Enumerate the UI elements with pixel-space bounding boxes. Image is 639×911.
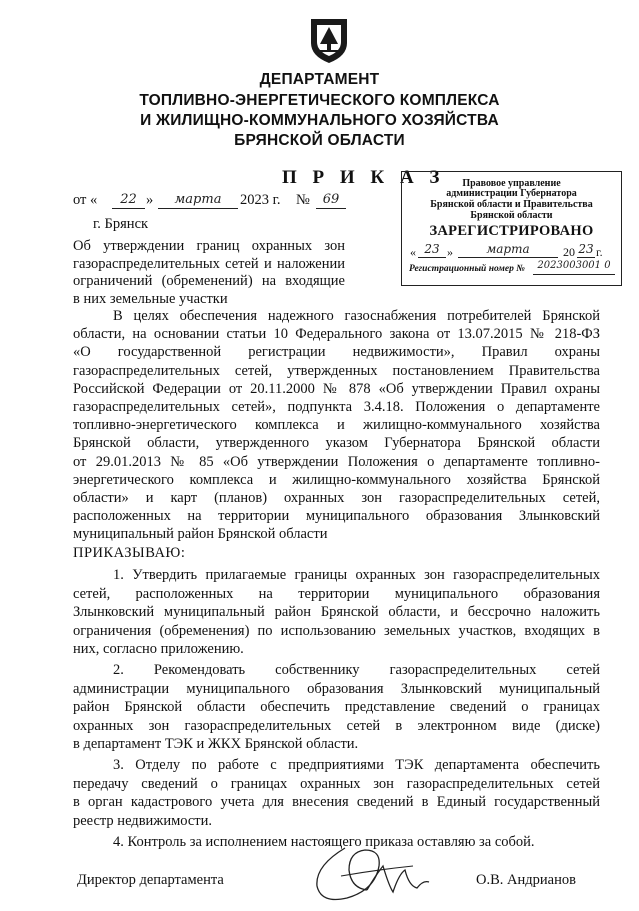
date-day-close: » — [146, 192, 154, 208]
stamp-year-suffix: г. — [596, 245, 603, 259]
preamble-line: энергетического комплекса и жилищно-коммунального хозяйства Брянской — [73, 471, 600, 488]
order-year: 2023 г. — [240, 192, 281, 208]
stamp-reg-number-label: Регистрационный номер № — [409, 264, 525, 274]
item1-line: Злынковский муниципальный район Брянской области, и бессрочно наложить — [73, 604, 600, 621]
item3-line: в орган кадастрового учета для внесения сведений в Единый государственный — [73, 794, 600, 811]
stamp-day: 23 — [418, 242, 446, 258]
order-day: 22 — [112, 192, 145, 209]
stamp-org-line: Брянской области — [470, 210, 553, 221]
item2-line: администрации муниципального образования Злынковский муниципальный — [73, 680, 600, 697]
item2-line: район Брянской области обеспечить представление сведений о границах — [73, 699, 600, 716]
item1-line: них, согласно приложению. — [73, 641, 244, 658]
item2-line: в департамент ТЭК и ЖКХ Брянской области. — [73, 736, 359, 753]
subject-line: ограничений (обременений) на входящие — [73, 273, 345, 290]
department-name-line: ТОПЛИВНО-ЭНЕРГЕТИЧЕСКОГО КОМПЛЕКСА — [139, 92, 500, 109]
preamble-line: газораспределительных сетей, утвержденных постановлением Правительства — [73, 362, 600, 379]
department-name-line: И ЖИЛИЩНО-КОММУНАЛЬНОГО ХОЗЯЙСТВА — [140, 112, 499, 129]
item2-line: 2. Рекомендовать собственнику газораспределительных сетей — [113, 662, 600, 678]
preamble-line: от 29.01.2013 № 85 «Об утверждении Положения о департаменте топливно- — [73, 453, 600, 470]
order-number: 69 — [316, 192, 346, 209]
preamble-line: Российской Федерации от 20.11.2000 № 878 «Об утверждении Правил охраны — [73, 380, 600, 397]
order-month: марта — [158, 192, 238, 209]
order-subject — [73, 238, 345, 308]
stamp-quote-close: » — [447, 245, 453, 259]
preamble-line: области, на основании статьи 10 Федерального закона от 13.07.2015 № 218-ФЗ — [73, 326, 600, 343]
orders-word: ПРИКАЗЫВАЮ: — [73, 545, 186, 561]
subject-line: в них земельные участки — [73, 290, 228, 307]
subject-line: газораспределительных сетей и наложении — [73, 255, 345, 272]
date-prefix: от « — [73, 192, 98, 208]
item3-line: 3. Отделу по работе с предприятиями ТЭК департамента обеспечить — [113, 757, 600, 773]
preamble-line: газораспределительных сетей», подпункта 3.4.18. Положения о департаменте — [73, 399, 600, 415]
stamp-year-prefix: 20 — [563, 245, 575, 259]
coat-of-arms-icon — [304, 18, 354, 64]
stamp-quote-open: « — [410, 245, 416, 259]
stamp-month: марта — [458, 242, 558, 258]
department-name-line: БРЯНСКОЙ ОБЛАСТИ — [234, 132, 405, 149]
stamp-reg-number: 2023003001 0 — [533, 260, 615, 275]
preamble-line: В целях обеспечения надежного газоснабжения потребителей Брянской — [113, 308, 600, 324]
item1-line: ограничения (обременения) по использованию земельных участков, входящих в — [73, 622, 600, 639]
item1-line: 1. Утвердить прилагаемые границы охранных зон газораспределительных — [113, 567, 600, 583]
department-name-line: ДЕПАРТАМЕНТ — [259, 71, 380, 88]
item1-line: сетей, расположенных на территории муниципального образования — [73, 585, 600, 602]
signatory-position: Директор департамента — [77, 872, 224, 888]
preamble-line: области» и карт (планов) охранных зон газораспределительных сетей, — [73, 490, 600, 506]
preamble-line: муниципальный район Брянской области — [73, 526, 328, 543]
stamp-org-line: Правовое управление — [462, 178, 561, 189]
stamp-registered: ЗАРЕГИСТРИРОВАНО — [429, 223, 594, 239]
order-title: П Р И К А З — [282, 167, 445, 188]
city-name: г. Брянск — [93, 216, 149, 232]
item4-line: 4. Контроль за исполнением настоящего приказа оставляю за собой. — [113, 834, 535, 850]
stamp-org-line: Брянской области и Правительства — [430, 199, 593, 210]
stamp-org-line: администрации Губернатора — [446, 188, 577, 199]
preamble-line: топливно-энергетического комплекса и жилищно-коммунального хозяйства — [73, 417, 600, 434]
item3-line: реестр недвижимости. — [73, 812, 213, 829]
registration-stamp — [401, 171, 622, 286]
item2-line: охранных зон газораспределительных сетей в электронном виде (диске) — [73, 717, 600, 734]
item3-line: передачу сведений о границах охранных зон газораспределительных сетей — [73, 775, 600, 792]
subject-line: Об утверждении границ охранных зон — [73, 238, 345, 254]
preamble-line: Брянской области, утвержденного указом Губернатора Брянской области — [73, 435, 600, 452]
preamble-line: расположенных на территории муниципального образования Злынковский — [73, 508, 600, 525]
order-number-label: № — [296, 192, 310, 208]
preamble-line: «О государственной регистрации недвижимости», Правил охраны — [73, 344, 600, 361]
signatory-name: О.В. Андрианов — [476, 872, 576, 888]
stamp-year: 23 — [578, 242, 594, 256]
